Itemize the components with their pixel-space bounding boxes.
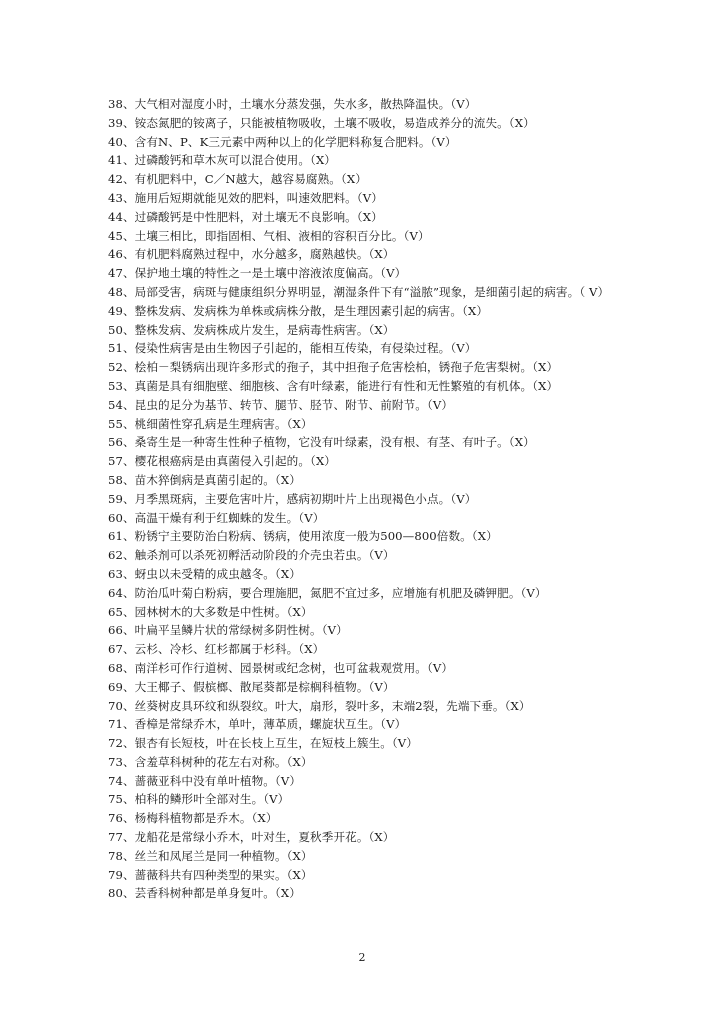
question-item: 51、侵染性病害是由生物因子引起的，能相互传染，有侵染过程。（V） (108, 341, 477, 356)
question-item: 73、含羞草科树种的花左右对称。（X） (108, 754, 313, 769)
question-item: 39、铵态氮肥的铵离子，只能被植物吸收，土壤不吸收，易造成养分的流失。（X） (108, 115, 535, 130)
question-item: 77、龙船花是常绿小乔木，叶对生，夏秋季开花。（X） (108, 830, 395, 845)
question-item: 58、苗木猝倒病是真菌引起的。（X） (108, 472, 301, 487)
question-item: 61、粉锈宁主要防治白粉病、锈病，使用浓度一般为500—800倍数。（X） (108, 529, 498, 544)
question-item: 42、有机肥料中，C／N越大，越容易腐熟。（X） (108, 172, 367, 187)
question-item: 47、保护地土壤的特性之一是土壤中溶液浓度偏高。（V） (108, 266, 407, 281)
question-item: 55、桃细菌性穿孔病是生理病害。（X） (108, 416, 313, 431)
question-item: 54、昆虫的足分为基节、转节、腿节、胫节、附节、前附节。（V） (108, 397, 454, 412)
question-item: 40、含有N、P、K三元素中两种以上的化学肥料称复合肥料。（V） (108, 134, 457, 149)
question-item: 41、过磷酸钙和草木灰可以混合使用。（X） (108, 153, 336, 168)
question-item: 38、大气相对湿度小时，土壤水分蒸发强，失水多，散热降温快。（V） (108, 97, 477, 111)
question-item: 48、局部受害，病斑与健康组织分界明显，潮湿条件下有“溢脓”现象，是细菌引起的病害。（ V） (108, 284, 610, 299)
question-item: 68、南洋杉可作行道树、园景树或纪念树，也可盆栽观赏用。（V） (108, 660, 454, 675)
question-item: 64、防治瓜叶菊白粉病，要合理施肥，氮肥不宜过多，应增施有机肥及磷钾肥。（V） (108, 585, 547, 600)
question-item: 56、桑寄生是一种寄生性种子植物，它没有叶绿素，没有根、有茎、有叶子。（X） (108, 435, 535, 450)
question-item: 79、蔷薇科共有四种类型的果实。（X） (108, 867, 313, 882)
page-number: 2 (358, 951, 366, 964)
question-item: 50、整株发病、发病株成片发生，是病毒性病害。（X） (108, 322, 395, 337)
question-item: 65、园林树木的大多数是中性树。（X） (108, 604, 313, 619)
question-item: 75、柏科的鳞形叶全部对生。（V） (108, 792, 290, 807)
question-item: 76、杨梅科植物都是乔木。（X） (108, 811, 278, 826)
question-item: 53、真菌是具有细胞壁、细胞核、含有叶绿素，能进行有性和无性繁殖的有机体。（X） (108, 378, 559, 393)
question-item: 78、丝兰和凤尾兰是同一种植物。（X） (108, 848, 313, 863)
question-item: 46、有机肥料腐熟过程中，水分越多，腐熟越快。（X） (108, 247, 395, 262)
question-item: 74、蔷薇亚科中没有单叶植物。（V） (108, 773, 302, 788)
question-item: 44、过磷酸钙是中性肥料，对土壤无不良影响。（X） (108, 209, 383, 224)
question-item: 69、大王椰子、假槟榔、散尾葵都是棕榈科植物。（V） (108, 679, 395, 694)
question-item: 45、土壤三相比，即指固相、气相、液相的容积百分比。（V） (108, 228, 430, 243)
question-item: 43、施用后短期就能见效的肥料，叫速效肥料。（V） (108, 190, 383, 205)
question-item: 49、整株发病、发病株为单株或病株分散，是生理因素引起的病害。（X） (108, 303, 489, 318)
question-item: 66、叶扁平呈鳞片状的常绿树多阴性树。（V） (108, 623, 348, 638)
question-item: 57、樱花根癌病是由真菌侵入引起的。（X） (108, 454, 336, 469)
question-item: 62、触杀剂可以杀死初孵活动阶段的介壳虫若虫。（V） (108, 548, 395, 563)
question-list (108, 95, 628, 903)
question-item: 60、高温干燥有利于红蜘蛛的发生。（V） (108, 510, 325, 525)
question-item: 80、芸香科树种都是单身复叶。（X） (108, 886, 301, 901)
question-item: 72、银杏有长短枝，叶在长枝上互生，在短枝上簇生。（V） (108, 736, 418, 751)
question-item: 70、丝葵树皮具环纹和纵裂纹。叶大，扇形，裂叶多，末端2裂，先端下垂。（X） (108, 698, 531, 713)
question-item: 63、蚜虫以未受精的成虫越冬。（X） (108, 566, 301, 581)
question-item: 67、云杉、冷杉、红杉都属于杉科。（X） (108, 642, 325, 657)
question-item: 52、桧柏－梨锈病出现许多形式的孢子，其中担孢子危害桧柏，锈孢子危害梨树。（X） (108, 360, 559, 375)
question-item: 71、香樟是常绿乔木，单叶，薄革质，螺旋状互生。（V） (108, 717, 407, 732)
question-item: 59、月季黑斑病，主要危害叶片，感病初期叶片上出现褐色小点。（V） (108, 491, 477, 506)
